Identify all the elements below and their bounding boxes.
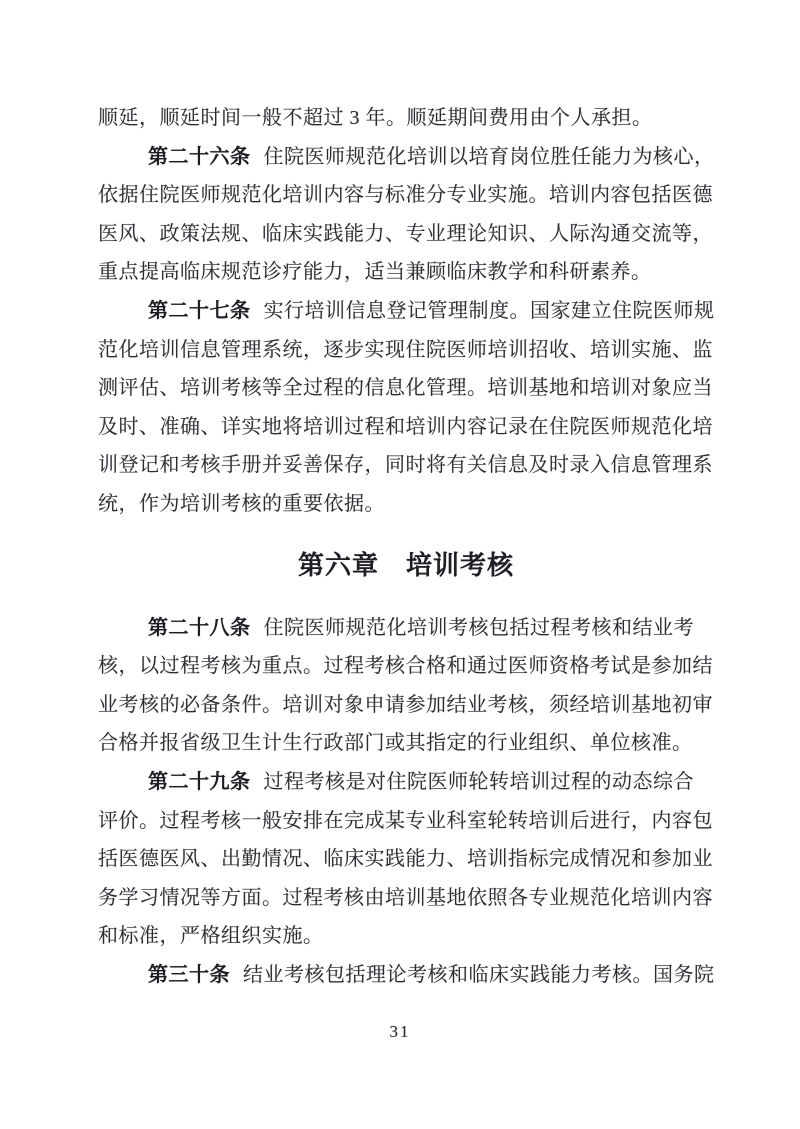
body-line (98, 138, 714, 177)
body-line (98, 609, 714, 648)
body-line: 合格并报省级卫生计生行政部门或其指定的行业组织、单位核准。 (98, 732, 693, 755)
body-line: 依据住院医师规范化培训内容与标准分专业实施。培训内容包括医德 (98, 184, 713, 207)
article-text: 实行培训信息登记管理制度。国家建立住院医师规 (263, 299, 715, 322)
article-number: 第二十九条 (148, 770, 251, 793)
body-line: 括医德医风、出勤情况、临床实践能力、培训指标完成情况和参加业 (98, 848, 713, 871)
chapter-heading: 第六章 培训考核 (297, 549, 514, 580)
article-text: 住院医师规范化培训考核包括过程考核和结业考 (263, 616, 694, 639)
body-line: 务学习情况等方面。过程考核由培训基地依照各专业规范化培训内容 (98, 886, 713, 909)
body-line: 和标准，严格组织实施。 (98, 925, 324, 948)
body-line: 测评估、培训考核等全过程的信息化管理。培训基地和培训对象应当 (98, 377, 713, 400)
body-line: 及时、准确、详实地将培训过程和培训内容记录在住院医师规范化培 (98, 415, 713, 438)
article-number: 第二十六条 (148, 145, 251, 168)
text-block (98, 99, 714, 994)
body-line: 统，作为培训考核的重要依据。 (98, 492, 385, 515)
body-line: 重点提高临床规范诊疗能力，适当兼顾临床教学和科研素养。 (98, 261, 652, 284)
body-line: 核，以过程考核为重点。过程考核合格和通过医师资格考试是参加结 (98, 655, 713, 678)
article-text: 住院医师规范化培训以培育岗位胜任能力为核心， (263, 145, 715, 168)
article-number: 第二十七条 (148, 299, 251, 322)
article-number: 第三十条 (148, 963, 230, 986)
article-text: 结业考核包括理论考核和临床实践能力考核。国务院 (243, 963, 715, 986)
body-line: 训登记和考核手册并妥善保存，同时将有关信息及时录入信息管理系 (98, 454, 713, 477)
article-number: 第二十八条 (148, 616, 251, 639)
article-text: 过程考核是对住院医师轮转培训过程的动态综合 (263, 770, 694, 793)
body-line (98, 763, 714, 802)
body-line: 医风、政策法规、临床实践能力、专业理论知识、人际沟通交流等， (98, 222, 713, 245)
body-line: 评价。过程考核一般安排在完成某专业科室轮转培训后进行，内容包 (98, 809, 713, 832)
page-number: 31 (389, 1022, 411, 1041)
body-line: 顺延，顺延时间一般不超过 3 年。顺延期间费用由个人承担。 (98, 107, 653, 129)
body-line (98, 292, 714, 331)
body-line (98, 956, 714, 995)
body-line: 业考核的必备条件。培训对象申请参加结业考核，须经培训基地初审 (98, 693, 713, 716)
body-line: 范化培训信息管理系统，逐步实现住院医师培训招收、培训实施、监 (98, 338, 713, 361)
